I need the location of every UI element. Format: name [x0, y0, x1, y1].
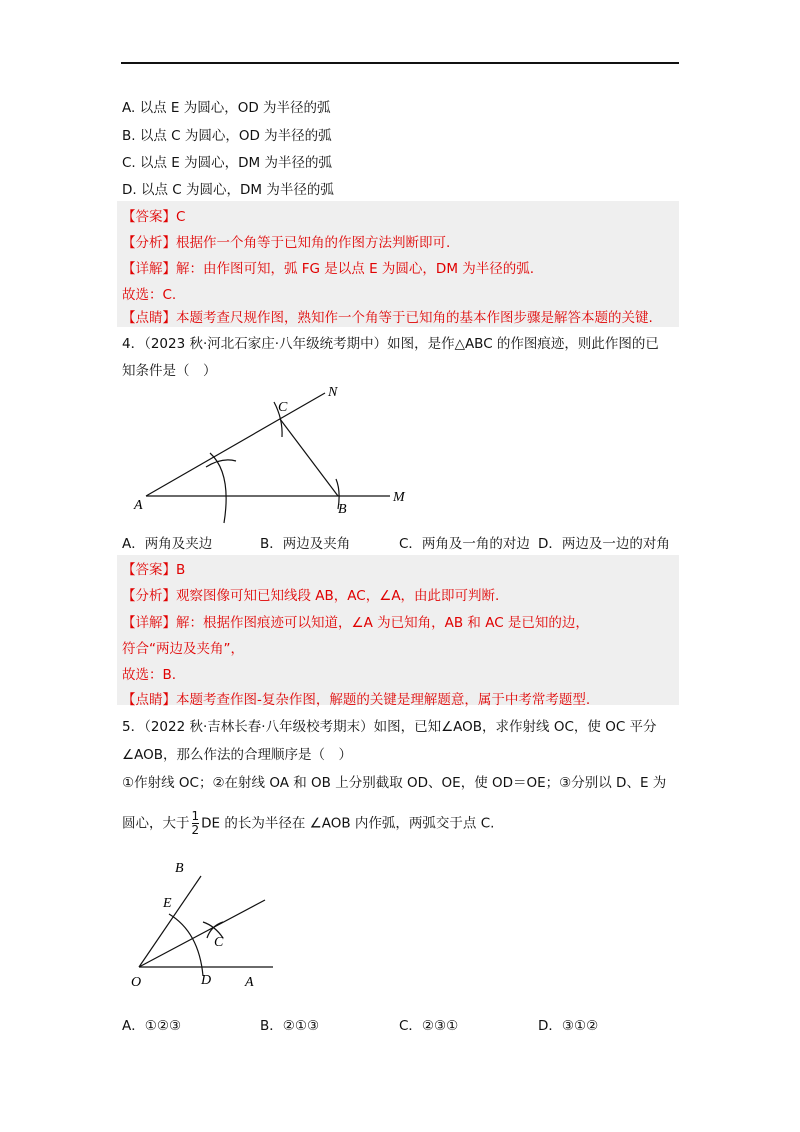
label-a: A — [134, 498, 143, 513]
option-a: A. 以点 E 为圆心，OD 为半径的弧 — [122, 100, 331, 116]
label-o5: O — [131, 975, 142, 990]
option-d: D. 以点 C 为圆心，DM 为半径的弧 — [122, 182, 334, 198]
q5-stem-line2: ∠AOB，那么作法的合理顺序是（ ） — [122, 747, 352, 763]
ray-an — [146, 393, 325, 496]
q4-choice: 故选：B. — [122, 667, 177, 683]
label-e5: E — [163, 896, 172, 911]
q5-figure — [125, 852, 285, 992]
q4-option-c: C．两角及一角的对边 — [399, 536, 530, 552]
q4-detail2: 符合“两边及夹角”， — [122, 641, 244, 657]
q3-answer: 【答案】C — [122, 209, 186, 225]
q3-detail: 【详解】解：由作图可知，弧 FG 是以点 E 为圆心，DM 为半径的弧. — [122, 261, 535, 277]
q5-steps-line2: 圆心，大于 $\frac{1}{2}$ DE 的长为半径在 ∠AOB 内作弧，两弧交于点 C. — [122, 809, 495, 837]
q3-analysis: 【分析】根据作一个角等于已知角的作图方法判断即可. — [122, 235, 451, 251]
q4-figure — [120, 375, 430, 525]
label-b: B — [338, 502, 347, 517]
label-a5: A — [245, 975, 254, 990]
q5-option-d: D．③①② — [538, 1018, 599, 1034]
label-d5: D — [201, 973, 212, 988]
ray-oc — [139, 900, 265, 967]
q4-stem-line1: 4．（2023 秋·河北石家庄·八年级统考期中）如图，是作△ABC 的作图痕迹，则此作图的已 — [122, 336, 659, 352]
q3-comment: 【点睛】本题考查尺规作图，熟知作一个角等于已知角的基本作图步骤是解答本题的关键. — [122, 310, 653, 326]
option-c: C. 以点 E 为圆心，DM 为半径的弧 — [122, 155, 332, 171]
q4-answer: 【答案】B — [122, 562, 186, 578]
q4-option-d: D．两边及一边的对角 — [538, 536, 670, 552]
q3-choice: 故选：C. — [122, 287, 177, 303]
fraction-half: $\frac{1}{2}$ — [191, 809, 200, 837]
q5-option-b: B．②①③ — [260, 1018, 320, 1034]
q5-steps: ①作射线 OC；②在射线 OA 和 OB 上分别截取 OD、OE，使 OD＝OE；③分别以 D、E 为 — [122, 775, 667, 791]
segment-cb — [280, 419, 338, 496]
q4-analysis: 【分析】观察图像可知已知线段 AB，AC，∠A，由此即可判断. — [122, 588, 500, 604]
q4-option-a: A．两角及夹边 — [122, 536, 213, 552]
q5-option-a: A．①②③ — [122, 1018, 182, 1034]
option-b: B. 以点 C 为圆心，OD 为半径的弧 — [122, 128, 332, 144]
label-n: N — [328, 385, 338, 400]
label-c: C — [278, 400, 288, 415]
label-m: M — [393, 490, 405, 505]
q5-option-c: C．②③① — [399, 1018, 459, 1034]
arc-angle-a-small — [206, 460, 236, 467]
ray-ob — [139, 876, 201, 967]
q4-comment: 【点睛】本题考查作图-复杂作图，解题的关键是理解题意，属于中考常考题型. — [122, 692, 591, 708]
q5-stem-line1: 5．（2022 秋·吉林长春·八年级校考期末）如图，已知∠AOB，求作射线 OC，使 OC 平分 — [122, 719, 657, 735]
label-c5: C — [214, 935, 224, 950]
label-b5: B — [175, 861, 184, 876]
header-rule — [121, 62, 679, 64]
q4-option-b: B．两边及夹角 — [260, 536, 351, 552]
q4-detail: 【详解】解：根据作图痕迹可以知道，∠A 为已知角，AB 和 AC 是已知的边， — [122, 615, 589, 631]
q4-stem-line2: 知条件是（ ） — [122, 363, 217, 379]
